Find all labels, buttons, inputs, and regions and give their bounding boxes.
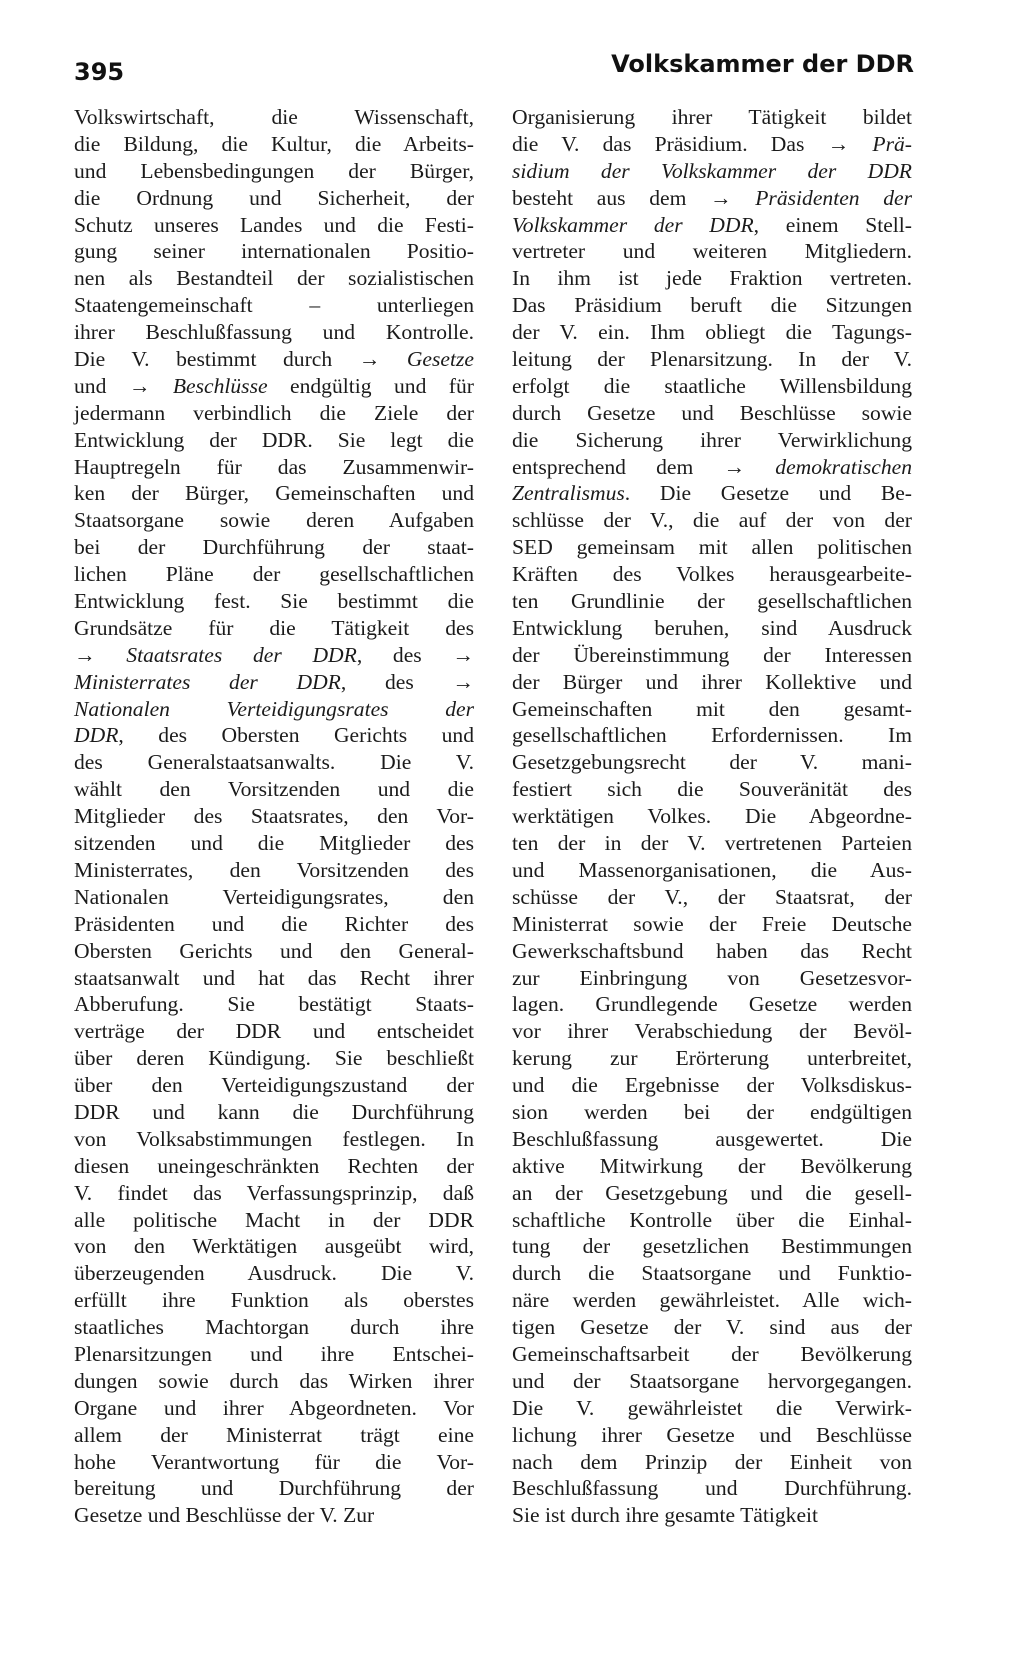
cross-reference-term: Nationalen Verteidigungsrates der (74, 696, 474, 721)
text-segment: und (74, 373, 129, 398)
text-line (74, 1395, 474, 1422)
text-segment: und die Ergebnisse der Volksdiskus- (512, 1073, 912, 1098)
text-line (512, 857, 912, 884)
text-line (74, 803, 474, 830)
cross-reference-term: DDR (74, 723, 119, 748)
text-segment: überzeugenden Ausdruck. Die V. (74, 1261, 474, 1286)
text-segment: Das Präsidium beruft die Sitzungen (512, 293, 912, 318)
text-line (74, 427, 474, 454)
text-line (74, 1502, 474, 1529)
text-segment: Abberufung. Sie bestätigt Staats- (74, 992, 474, 1017)
cross-reference-term: Präsidenten der (731, 185, 912, 210)
text-column-left (74, 104, 474, 1529)
text-line (512, 696, 912, 723)
text-line (74, 749, 474, 776)
text-line (74, 722, 474, 749)
text-segment: staatliches Machtorgan durch ihre (74, 1315, 474, 1340)
text-segment: werktätigen Volkes. Die Abgeordne- (512, 804, 912, 829)
text-line (512, 1287, 912, 1314)
text-line (512, 1475, 912, 1502)
text-line (512, 319, 912, 346)
text-line (74, 1475, 474, 1502)
text-segment: schaftliche Kontrolle über die Einhal- (512, 1207, 912, 1232)
text-line (74, 1314, 474, 1341)
text-segment: die Sicherung ihrer Verwirklichung (512, 427, 912, 452)
cross-reference-term: sidium der Volkskammer der DDR (512, 158, 912, 183)
text-segment: Gesetzgebungsrecht der V. mani- (512, 750, 912, 775)
cross-reference-arrow-icon: → (74, 642, 96, 667)
text-segment: durch Gesetze und Beschlüsse sowie (512, 400, 912, 425)
cross-reference-term: Prä- (849, 131, 912, 156)
text-segment: der Bürger und ihrer Kollektive und (512, 669, 912, 694)
text-line (512, 1153, 912, 1180)
text-segment: Entwicklung der DDR. Sie legt die (74, 427, 474, 452)
text-line (74, 373, 474, 400)
text-line (512, 830, 912, 857)
text-segment: lichung ihrer Gesetze und Beschlüsse (512, 1422, 912, 1447)
text-segment: wählt den Vorsitzenden und die (74, 777, 474, 802)
text-line (74, 1233, 474, 1260)
text-line (74, 1207, 474, 1234)
text-segment: erfolgt die staatliche Willensbildung (512, 373, 912, 398)
text-segment: tigen Gesetze der V. sind aus der (512, 1315, 912, 1340)
text-line (74, 615, 474, 642)
text-line (74, 830, 474, 857)
text-segment: die Ordnung und Sicherheit, der (74, 185, 474, 210)
cross-reference-term: Staatsrates der DDR (95, 642, 357, 667)
text-line (74, 534, 474, 561)
text-segment: über deren Kündigung. Sie beschließt (74, 1046, 474, 1071)
text-segment: und Lebensbedingungen der Bürger, (74, 158, 474, 183)
text-segment: leitung der Plenarsitzung. In der V. (512, 347, 912, 372)
text-segment: dungen sowie durch das Wirken ihrer (74, 1368, 474, 1393)
text-line (74, 561, 474, 588)
text-line (74, 696, 474, 723)
text-line (74, 1449, 474, 1476)
text-segment: DDR und kann die Durchführung (74, 1099, 474, 1124)
text-line (512, 722, 912, 749)
text-segment: schüsse der V., der Staatsrat, der (512, 884, 912, 909)
text-segment: durch die Staatsorgane und Funktio- (512, 1261, 912, 1286)
running-head: Volkskammer der DDR (611, 50, 914, 78)
text-line (512, 534, 912, 561)
text-segment: hohe Verantwortung für die Vor- (74, 1449, 474, 1474)
text-line (512, 1422, 912, 1449)
text-line (74, 1368, 474, 1395)
text-line (512, 669, 912, 696)
cross-reference-arrow-icon: → (452, 669, 474, 694)
text-segment: zur Einbringung von Gesetzesvor- (512, 965, 912, 990)
text-segment: Gewerkschaftsbund haben das Recht (512, 938, 912, 963)
text-segment: näre werden gewährleistet. Alle wich- (512, 1288, 912, 1313)
text-segment: über den Verteidigungszustand der (74, 1073, 474, 1098)
cross-reference-arrow-icon: → (827, 131, 850, 156)
text-line (74, 857, 474, 884)
text-line (74, 911, 474, 938)
text-segment: Entwicklung fest. Sie bestimmt die (74, 589, 474, 614)
text-line (512, 561, 912, 588)
text-line (512, 507, 912, 534)
text-line (512, 427, 912, 454)
text-segment: jedermann verbindlich die Ziele der (74, 400, 474, 425)
text-line (74, 319, 474, 346)
text-line (74, 1018, 474, 1045)
text-line (74, 1153, 474, 1180)
text-segment: alle politische Macht in der DDR (74, 1207, 474, 1232)
text-column-right (512, 104, 912, 1529)
text-segment: Plenarsitzungen und ihre Entschei- (74, 1341, 474, 1366)
text-segment: erfüllt ihre Funktion als oberstes (74, 1288, 474, 1313)
text-segment: ken der Bürger, Gemeinschaften und (74, 481, 474, 506)
text-segment: SED gemeinsam mit allen politischen (512, 535, 912, 560)
cross-reference-term: Volkskammer der DDR (512, 212, 754, 237)
text-segment: und Massenorganisationen, die Aus- (512, 857, 912, 882)
text-segment: ten Grundlinie der gesellschaftlichen (512, 589, 912, 614)
text-line (74, 669, 474, 696)
cross-reference-term: Beschlüsse (150, 373, 268, 398)
text-segment: , des (340, 669, 453, 694)
text-segment: aktive Mitwirkung der Bevölkerung (512, 1153, 912, 1178)
text-line (74, 965, 474, 992)
text-line (512, 1260, 912, 1287)
text-line (74, 238, 474, 265)
text-line (512, 1018, 912, 1045)
text-segment: Grundsätze für die Tätigkeit des (74, 615, 474, 640)
text-segment: Die V. bestimmt durch (74, 347, 359, 372)
text-line (74, 185, 474, 212)
text-segment: Organe und ihrer Abgeordneten. Vor (74, 1395, 474, 1420)
text-segment: Gesetze und Beschlüsse der V. Zur (74, 1503, 375, 1528)
text-segment: . Die Gesetze und Be- (624, 481, 912, 506)
cross-reference-term: Ministerrates der DDR (74, 669, 341, 694)
text-segment: von den Werktätigen ausgeübt wird, (74, 1234, 474, 1259)
text-segment: vertreter und weiteren Mitgliedern. (512, 239, 912, 264)
text-segment: tung der gesetzlichen Bestimmungen (512, 1234, 912, 1259)
text-segment: In ihm ist jede Fraktion vertreten. (512, 266, 912, 291)
page-header (0, 0, 1024, 110)
cross-reference-arrow-icon: → (723, 454, 746, 479)
text-segment: allem der Ministerrat trägt eine (74, 1422, 474, 1447)
text-line (512, 1449, 912, 1476)
text-line (74, 1099, 474, 1126)
cross-reference-arrow-icon: → (358, 347, 381, 372)
page-number: 395 (74, 58, 125, 86)
text-line (74, 884, 474, 911)
text-segment: Nationalen Verteidigungsrates, den (74, 884, 474, 909)
text-line (74, 212, 474, 239)
text-line (512, 911, 912, 938)
text-line (512, 588, 912, 615)
text-line (74, 938, 474, 965)
text-segment: Gemeinschaften mit den gesamt- (512, 696, 912, 721)
text-line (74, 1287, 474, 1314)
text-segment: festiert sich die Souveränität des (512, 777, 912, 802)
text-segment: Ministerrates, den Vorsitzenden des (74, 857, 474, 882)
text-segment: Sie ist durch ihre gesamte Tätigkeit (512, 1503, 819, 1528)
text-line (74, 588, 474, 615)
text-segment: kerung zur Erörterung unterbreitet, (512, 1046, 912, 1071)
text-segment: Gemeinschaftsarbeit der Bevölkerung (512, 1341, 912, 1366)
text-line (74, 454, 474, 481)
text-segment: des Generalstaatsanwalts. Die V. (74, 750, 474, 775)
text-segment: ihrer Beschlußfassung und Kontrolle. (74, 320, 474, 345)
text-segment: Präsidenten und die Richter des (74, 911, 474, 936)
text-segment: gung seiner internationalen Positio- (74, 239, 474, 264)
text-line (512, 776, 912, 803)
text-segment: diesen uneingeschränkten Rechten der (74, 1153, 474, 1178)
text-line (512, 480, 912, 507)
text-segment: , des (356, 642, 453, 667)
text-segment: vor ihrer Verabschiedung der Bevöl- (512, 1019, 912, 1044)
text-segment: verträge der DDR und entscheidet (74, 1019, 474, 1044)
text-line (512, 965, 912, 992)
text-line (512, 104, 912, 131)
text-line (512, 238, 912, 265)
text-line (512, 1395, 912, 1422)
text-segment: Schutz unseres Landes und die Festi- (74, 212, 474, 237)
text-line (74, 158, 474, 185)
text-line (74, 1180, 474, 1207)
text-line (74, 1422, 474, 1449)
text-segment: der Übereinstimmung der Interessen (512, 642, 912, 667)
text-line (74, 104, 474, 131)
text-line (512, 1341, 912, 1368)
text-line (74, 1341, 474, 1368)
text-line (74, 642, 474, 669)
text-segment: Entwicklung beruhen, sind Ausdruck (512, 615, 912, 640)
text-line (74, 480, 474, 507)
cross-reference-term: Zentralismus (512, 481, 625, 506)
text-segment: bei der Durchführung der staat- (74, 535, 474, 560)
text-segment: nach dem Prinzip der Einheit von (512, 1449, 912, 1474)
text-line (512, 373, 912, 400)
text-segment: sitzenden und die Mitglieder des (74, 831, 474, 856)
text-segment: Staatsorgane sowie deren Aufgaben (74, 508, 474, 533)
cross-reference-term: Gesetze (380, 347, 474, 372)
text-segment: bereitung und Durchführung der (74, 1476, 474, 1501)
text-line (512, 346, 912, 373)
text-segment: staatsanwalt und hat das Recht ihrer (74, 965, 474, 990)
text-line (512, 400, 912, 427)
text-line (74, 507, 474, 534)
text-line (512, 1045, 912, 1072)
text-segment: endgültig und für (267, 373, 474, 398)
text-segment: , einem Stell- (753, 212, 912, 237)
text-line (512, 131, 912, 158)
text-line (74, 1126, 474, 1153)
text-line (512, 454, 912, 481)
cross-reference-arrow-icon: → (452, 642, 474, 667)
text-line (74, 292, 474, 319)
text-segment: Mitglieder des Staatsrates, den Vor- (74, 804, 474, 829)
text-line (74, 346, 474, 373)
text-line (512, 158, 912, 185)
text-segment: die Bildung, die Kultur, die Arbeits- (74, 131, 474, 156)
text-line (512, 642, 912, 669)
text-line (512, 938, 912, 965)
text-segment: , des Obersten Gerichts und (118, 723, 474, 748)
text-line (512, 1368, 912, 1395)
text-segment: Hauptregeln für das Zusammenwir- (74, 454, 474, 479)
text-line (74, 991, 474, 1018)
text-segment: Beschlußfassung ausgewertet. Die (512, 1126, 912, 1151)
text-segment: Kräften des Volkes herausgearbeite- (512, 562, 912, 587)
text-segment: sion werden bei der endgültigen (512, 1099, 912, 1124)
text-line (74, 131, 474, 158)
text-segment: von Volksabstimmungen festlegen. In (74, 1126, 474, 1151)
text-segment: an der Gesetzgebung und die gesell- (512, 1180, 912, 1205)
text-line (512, 1233, 912, 1260)
text-segment: ten der in der V. vertretenen Parteien (512, 831, 912, 856)
text-line (512, 185, 912, 212)
text-segment: Beschlußfassung und Durchführung. (512, 1476, 912, 1501)
text-segment: lichen Pläne der gesellschaftlichen (74, 562, 474, 587)
text-line (512, 265, 912, 292)
text-segment: Staatengemeinschaft – unterliegen (74, 293, 474, 318)
text-line (74, 1260, 474, 1287)
text-line (512, 749, 912, 776)
text-segment: nen als Bestandteil der sozialistischen (74, 266, 474, 291)
text-segment: schlüsse der V., die auf der von der (512, 508, 912, 533)
text-line (512, 212, 912, 239)
text-line (512, 803, 912, 830)
text-segment: besteht aus dem (512, 185, 711, 210)
text-line (74, 1072, 474, 1099)
text-segment: Obersten Gerichts und den General- (74, 938, 474, 963)
text-segment: gesellschaftlichen Erfordernissen. Im (512, 723, 912, 748)
cross-reference-arrow-icon: → (710, 185, 732, 210)
text-segment: lagen. Grundlegende Gesetze werden (512, 992, 912, 1017)
text-segment: V. findet das Verfassungsprinzip, daß (74, 1180, 474, 1205)
text-segment: entsprechend dem (512, 454, 724, 479)
cross-reference-term: demokratischen (745, 454, 912, 479)
text-line (512, 1314, 912, 1341)
text-line (74, 265, 474, 292)
text-segment: der V. ein. Ihm obliegt die Tagungs- (512, 320, 912, 345)
text-line (512, 1099, 912, 1126)
cross-reference-arrow-icon: → (128, 373, 151, 398)
text-segment: Ministerrat sowie der Freie Deutsche (512, 911, 912, 936)
text-segment: und der Staatsorgane hervorgegangen. (512, 1368, 912, 1393)
text-line (512, 1072, 912, 1099)
text-line (74, 1045, 474, 1072)
text-line (512, 292, 912, 319)
text-segment: Volkswirtschaft, die Wissenschaft, (74, 105, 474, 129)
text-line (512, 1180, 912, 1207)
text-segment: Organisierung ihrer Tätigkeit bildet (512, 105, 912, 129)
text-line (512, 1502, 912, 1529)
text-line (512, 991, 912, 1018)
text-line (512, 1207, 912, 1234)
text-line (74, 400, 474, 427)
text-line (512, 615, 912, 642)
text-line (512, 884, 912, 911)
text-segment: Die V. gewährleistet die Verwirk- (512, 1395, 912, 1420)
text-line (74, 776, 474, 803)
text-line (512, 1126, 912, 1153)
text-segment: die V. das Präsidium. Das (512, 131, 828, 156)
